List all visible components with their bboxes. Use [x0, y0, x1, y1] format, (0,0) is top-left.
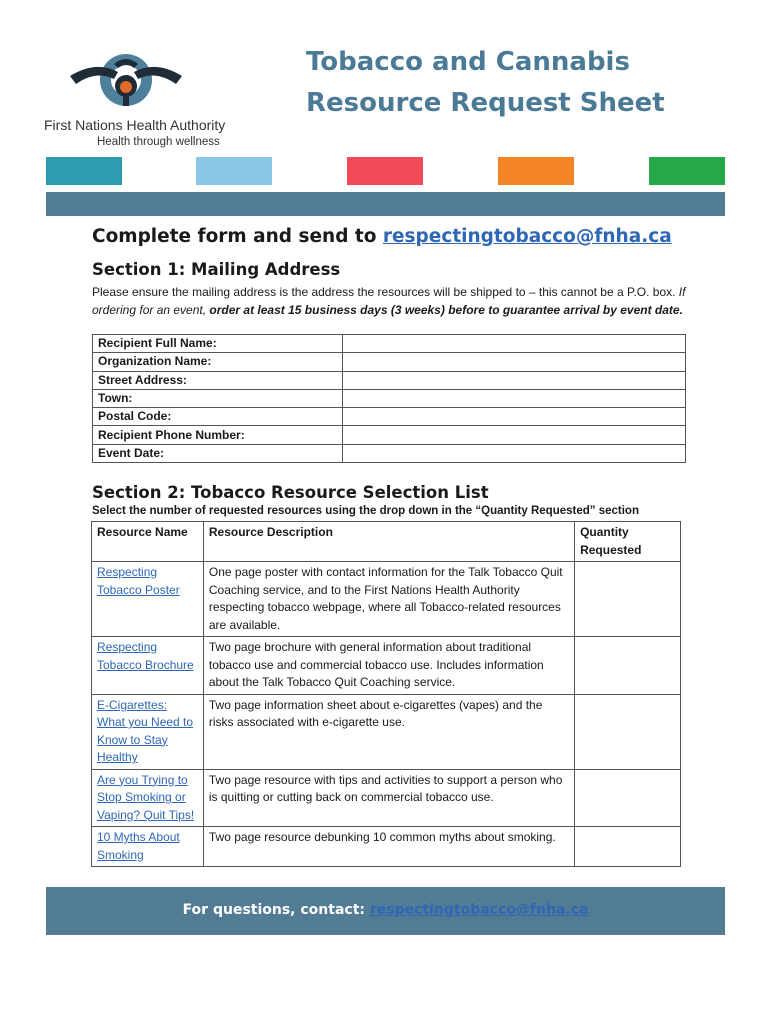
- resource-link-myths[interactable]: 10 Myths About Smoking: [97, 830, 180, 862]
- header-band: [46, 192, 725, 216]
- swatch-red: [347, 157, 423, 185]
- send-instruction: [92, 226, 672, 247]
- field-label-town: Town:: [93, 389, 343, 407]
- resource-description: Two page resource debunking 10 common myths about smoking.: [203, 827, 574, 867]
- swatch-teal: [46, 157, 122, 185]
- contact-prefix: For questions, contact:: [182, 902, 370, 918]
- event-date-field[interactable]: [343, 444, 686, 462]
- resource-link-e-cigarettes[interactable]: E-Cigarettes: What you Need to Know to Stay Healthy: [97, 697, 194, 764]
- fnha-logo-mark: [66, 46, 186, 118]
- column-header-quantity: Quantity Requested: [575, 522, 681, 562]
- table-header-row: [92, 522, 681, 562]
- swatch-light-blue: [196, 157, 272, 185]
- quantity-select-brochure[interactable]: [575, 637, 681, 695]
- section2-instruction: Select the number of requested resources using the drop down in the “Quantity Requested” section: [92, 505, 639, 517]
- table-row: [92, 637, 681, 695]
- town-field[interactable]: [343, 389, 686, 407]
- street-address-field[interactable]: [343, 371, 686, 389]
- intro-italic: If ordering for an event,: [92, 285, 686, 317]
- org-name: First Nations Health Authority: [44, 117, 226, 133]
- table-row: [93, 371, 686, 389]
- table-row: [92, 562, 681, 637]
- field-label-street: Street Address:: [93, 371, 343, 389]
- section1-heading: Section 1: Mailing Address: [92, 260, 341, 279]
- swatch-green: [649, 157, 725, 185]
- resource-link-quit-tips[interactable]: Are you Trying to Stop Smoking or Vaping? Quit Tips!: [97, 772, 195, 822]
- table-row: [93, 444, 686, 462]
- quantity-select-poster[interactable]: [575, 562, 681, 637]
- mailing-address-table: [92, 334, 686, 463]
- phone-field[interactable]: [343, 426, 686, 444]
- resource-description: One page poster with contact information for the Talk Tobacco Quit Coaching service, and to the First Nations Health Authority respecting tobacco webpage, where all Tobacco-related resources are available.: [203, 562, 574, 637]
- org-tagline: Health through wellness: [97, 136, 220, 148]
- send-email-link[interactable]: respectingtobacco@fnha.ca: [382, 226, 672, 247]
- color-swatches: [46, 157, 726, 185]
- field-label-phone: Recipient Phone Number:: [93, 426, 343, 444]
- table-row: [92, 827, 681, 867]
- resource-table: [91, 521, 681, 867]
- resource-link-poster[interactable]: Respecting Tobacco Poster: [97, 565, 180, 597]
- contact-email-link[interactable]: respectingtobacco@fnha.ca: [369, 902, 589, 918]
- table-row: [93, 426, 686, 444]
- quantity-select-e-cigarettes[interactable]: [575, 694, 681, 769]
- postal-code-field[interactable]: [343, 408, 686, 426]
- resource-description: Two page resource with tips and activities to support a person who is quitting or cutting back on commercial tobacco use.: [203, 769, 574, 827]
- intro-bold-italic: order at least 15 business days (3 weeks) before to guarantee arrival by event date.: [209, 303, 683, 317]
- table-row: [92, 694, 681, 769]
- field-label-event-date: Event Date:: [93, 444, 343, 462]
- table-row: [93, 389, 686, 407]
- field-label-organization: Organization Name:: [93, 353, 343, 371]
- section2-heading: Section 2: Tobacco Resource Selection List: [92, 483, 489, 502]
- section1-intro: [92, 283, 692, 319]
- table-row: [93, 353, 686, 371]
- resource-description: Two page brochure with general information about traditional tobacco use and commercial tobacco use. Includes information about the Talk Tobacco Quit Coaching service.: [203, 637, 574, 695]
- contact-line: [46, 902, 725, 918]
- footer-band: [46, 887, 725, 935]
- resource-link-brochure[interactable]: Respecting Tobacco Brochure: [97, 640, 194, 672]
- intro-text: Please ensure the mailing address is the address the resources will be shipped to – this cannot be a P.O. box.: [92, 285, 679, 299]
- send-prefix: Complete form and send to: [92, 226, 383, 247]
- recipient-name-field[interactable]: [343, 335, 686, 353]
- page-title: Tobacco and Cannabis Resource Request Sheet: [306, 47, 665, 118]
- swatch-orange: [498, 157, 574, 185]
- field-label-recipient-name: Recipient Full Name:: [93, 335, 343, 353]
- column-header-description: Resource Description: [203, 522, 574, 562]
- quantity-select-myths[interactable]: [575, 827, 681, 867]
- resource-description: Two page information sheet about e-cigarettes (vapes) and the risks associated with e-cigarette use.: [203, 694, 574, 769]
- quantity-select-quit-tips[interactable]: [575, 769, 681, 827]
- table-row: [92, 769, 681, 827]
- column-header-name: Resource Name: [92, 522, 204, 562]
- table-row: [93, 408, 686, 426]
- table-row: [93, 335, 686, 353]
- organization-field[interactable]: [343, 353, 686, 371]
- field-label-postal-code: Postal Code:: [93, 408, 343, 426]
- fnha-logo: [44, 40, 264, 160]
